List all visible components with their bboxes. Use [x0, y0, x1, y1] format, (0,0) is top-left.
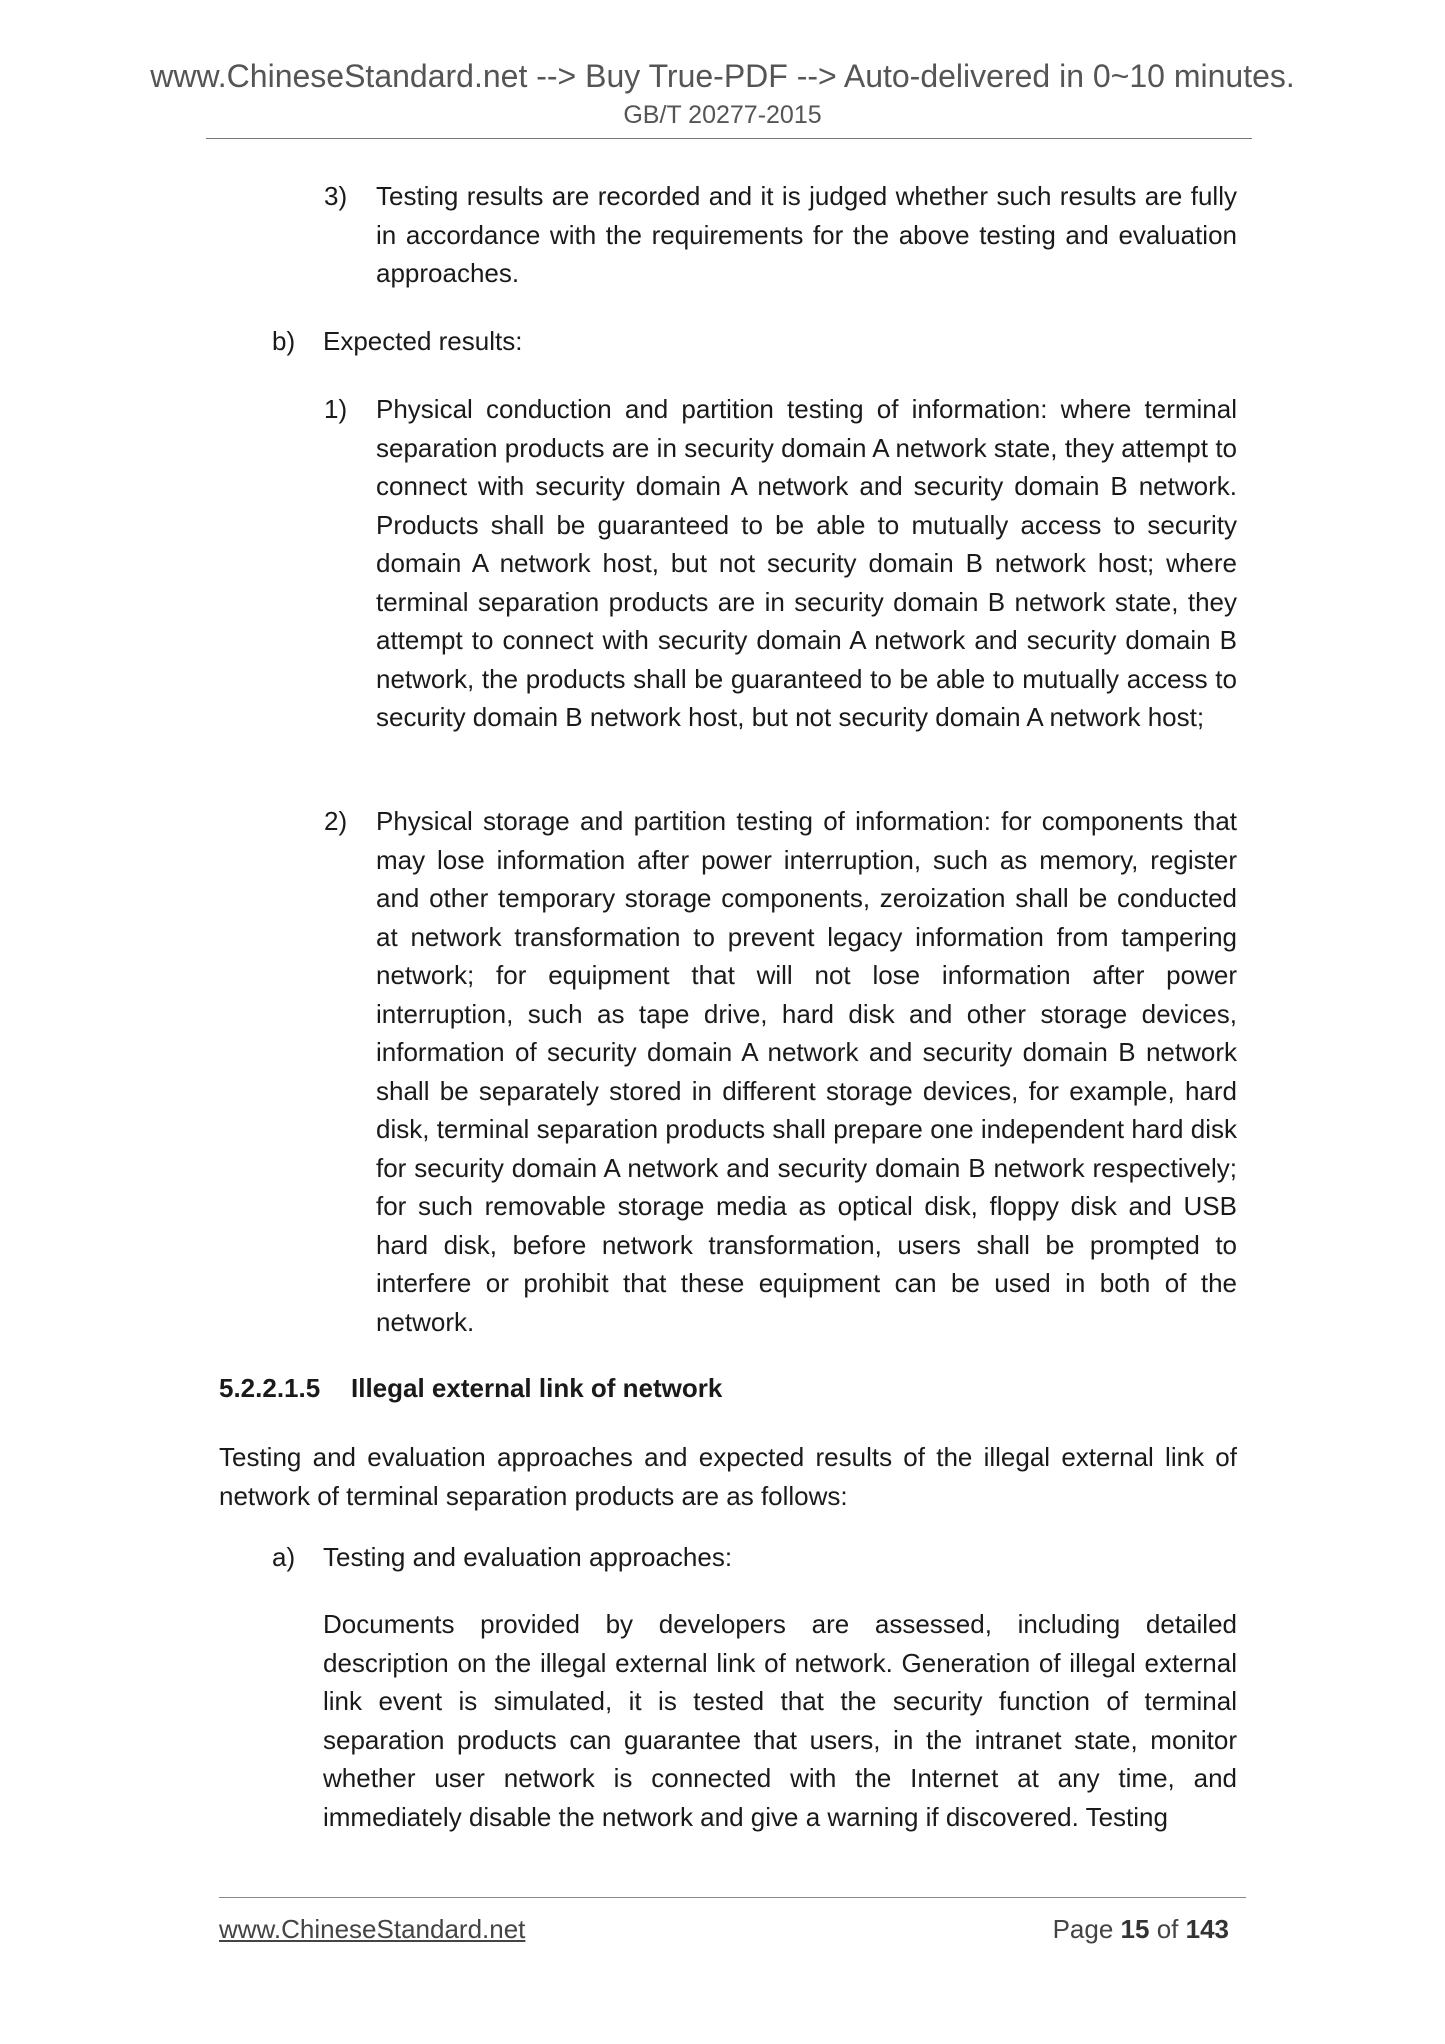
section-number: 5.2.2.1.5 [219, 1373, 321, 1403]
list-item-physical-conduction: Physical conduction and partition testing of information: where terminal separation products are in security domain A network state, they attempt to connect with security domain A network and security domain B network. Products shall be guaranteed to be able to mutually access to security domain A network host, but not security domain B network host; where terminal separation products are in security domain B network state, they attempt to connect with security domain A network and security domain B network, the products shall be guaranteed to be able to mutually access to security domain B network host, but not security domain A network host; [376, 394, 1237, 732]
page-indicator [1053, 1914, 1229, 1945]
list-marker-3: 3) [324, 181, 348, 211]
approaches-paragraph: Documents provided by developers are assessed, including detailed description on the illegal external link of network. Generation of illegal external link event is simulated, it is tested that the security function of terminal separation products can guarantee that users, in the intranet state, monitor whether user network is connected with the Internet at any time, and immediately disable the network and give a warning if discovered. Testing [323, 1609, 1237, 1832]
page-prefix: Page [1052, 1914, 1121, 1944]
list-marker-2: 2) [324, 806, 348, 836]
section-title: Illegal external link of network [351, 1373, 723, 1403]
list-item-approaches: Testing and evaluation approaches: [323, 1542, 733, 1572]
standard-number: GB/T 20277-2015 [623, 101, 822, 129]
list-item-testing-results: Testing results are recorded and it is judged whether such results are fully in accordance with the requirements for the above testing and evaluation approaches. [376, 181, 1237, 288]
page-header [0, 56, 1445, 132]
list-item-physical-storage: Physical storage and partition testing of information: for components that may lose information after power interruption, such as memory, register and other temporary storage components, zeroization shall be conducted at network transformation to prevent legacy information from tampering network; for equipment that will not lose information after power interruption, such as tape drive, hard disk and other storage devices, information of security domain A network and security domain B network shall be separately stored in different storage devices, for example, hard disk, terminal separation products shall prepare one independent hard disk for security domain A network and security domain B network respectively; for such removable storage media as optical disk, floppy disk and USB hard disk, before network transformation, users shall be prompted to interfere or prohibit that these equipment can be used in both of the network. [376, 806, 1237, 1337]
list-item-expected-results: Expected results: [323, 326, 523, 356]
list-marker-1: 1) [324, 394, 348, 424]
list-marker-a: a) [272, 1542, 296, 1572]
page-mid: of [1149, 1914, 1186, 1944]
footer-site-link[interactable]: www.ChineseStandard.net [219, 1914, 526, 1944]
footer-divider [219, 1897, 1246, 1898]
header-divider [206, 138, 1252, 139]
header-promo-text[interactable]: www.ChineseStandard.net --> Buy True-PDF --> Auto-delivered in 0~10 minutes. [150, 58, 1295, 94]
list-marker-b: b) [272, 326, 296, 356]
page-current: 15 [1120, 1914, 1150, 1944]
page-total: 143 [1185, 1914, 1229, 1944]
section-intro-paragraph: Testing and evaluation approaches and expected results of the illegal external link of network of terminal separation products are as follows: [219, 1442, 1237, 1511]
